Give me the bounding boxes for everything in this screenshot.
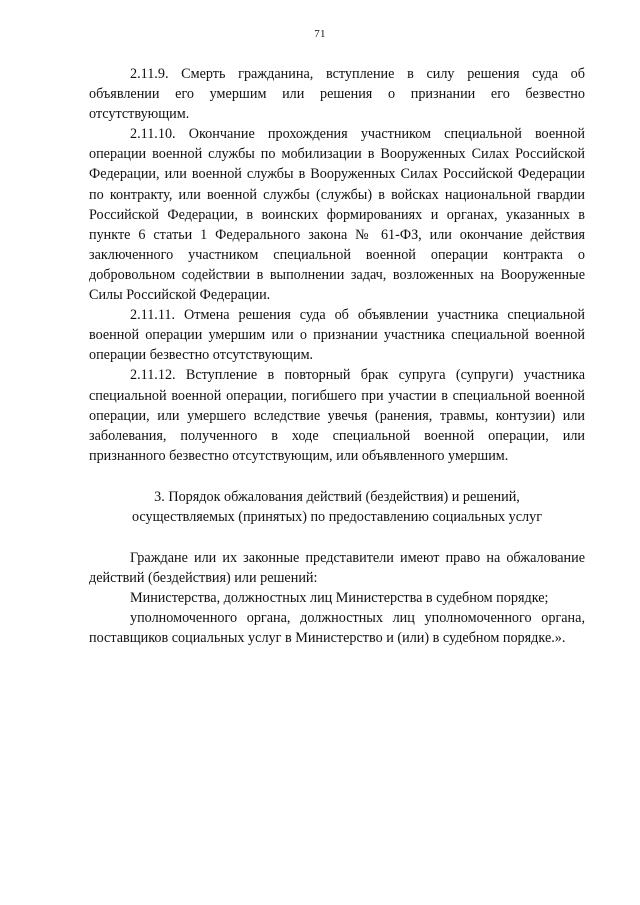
section-3-heading (89, 487, 585, 527)
paragraph-ministry: Министерства, должностных лиц Министерства в судебном порядке; (130, 590, 549, 607)
section-heading-line-1: 3. Порядок обжалования действий (бездействия) и решений, (154, 488, 520, 505)
paragraph-2-11-9: 2.11.9. Смерть гражданина, вступление в силу решения суда об объявлении его умершим или решения о признании его безвестно отсутствующим. (89, 66, 585, 123)
paragraph-2-11-12: 2.11.12. Вступление в повторный брак супруга (супруги) участника специальной военной операции, погибшего при участии в специальной военной операции, или умершего вследствие увечья (ранения, травмы, контузии) или заболевания, полученного в ходе специальной военной операции, или признанного безвестно отсутствующим, или объявленного умершим. (89, 367, 585, 464)
paragraph-2-11-11: 2.11.11. Отмена решения суда об объявлении участника специальной военной операции умершим или о признании участника специальной военной операции безвестно отсутствующим. (89, 307, 585, 364)
section-heading-line-2: осуществляемых (принятых) по предоставлению социальных услуг (131, 508, 543, 525)
paragraph-authorized-body: уполномоченного органа, должностных лиц уполномоченного органа, поставщиков социальных услуг в Министерство и (или) в судебном порядке.». (89, 610, 585, 647)
paragraph-2-11-10: 2.11.10. Окончание прохождения участником специальной военной операции военной службы по мобилизации в Вооруженных Силах Российской Федерации, или военной службы в Вооруженных Силах Российской Федерации по контракту, или военной службы (службы) в войсках национальной гвардии Российской Федерации, в воинских формированиях и органах, указанных в пункте 6 статьи 1 Федерального закона № 61-ФЗ, или окончание действия заключенного участником специальной военной операции контракта о добровольном содействии в выполнении задач, возложенных на Вооруженные Силы Российской Федерации. (89, 126, 585, 304)
page-number: 71 (314, 28, 326, 40)
document-body (89, 64, 585, 649)
paragraph-appeal-right: Граждане или их законные представители имеют право на обжалование действий (бездействия) или решений: (89, 550, 585, 587)
